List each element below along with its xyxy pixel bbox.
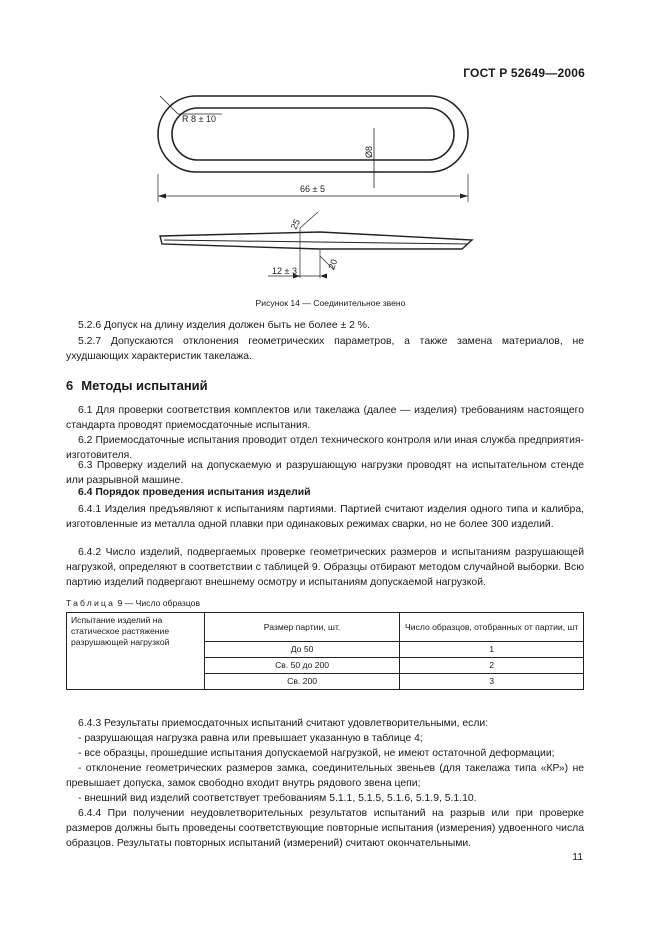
table-cell-batch-size: Св. 50 до 200	[204, 658, 400, 674]
paragraph-5-2-6: 5.2.6 Допуск на длину изделия должен быть не более ± 2 %.	[78, 320, 370, 331]
document-header: ГОСТ Р 52649—2006	[463, 66, 585, 80]
length-label: 66 ± 5	[300, 184, 325, 194]
table-header-row	[67, 613, 584, 642]
paragraph-6-2: 6.2 Приемосдаточные испытания проводит отдел технического контроля или иная служба предприятия-изготовителя.	[66, 435, 584, 462]
table-cell-batch-size: До 50	[204, 642, 400, 658]
figure-caption: Рисунок 14 — Соединительное звено	[255, 298, 406, 308]
paragraph-6-3: 6.3 Проверку изделий на допускаемую и разрушающую нагрузки проводят на испытательном стенде или разрывной машине.	[66, 460, 584, 487]
table-9	[66, 612, 584, 690]
result-bullet-4: - внешний вид изделий соответствует требованиям 5.1.1, 5.1.5, 5.1.6, 5.1.9, 5.1.10.	[78, 793, 477, 804]
diameter-label: Ø8	[364, 145, 374, 158]
table-9-caption	[66, 598, 200, 608]
offset-label: 12 ± 3	[272, 266, 297, 276]
subsection-6-4-heading: 6.4 Порядок проведения испытания изделий	[78, 487, 311, 498]
paragraph-6-1: 6.1 Для проверки соответствия комплектов или такелажа (далее — изделия) требованиям настоящего стандарта проводят приемосдаточные испытания.	[66, 405, 584, 432]
section-number: 6	[66, 378, 74, 393]
table-cell-sample-count: 2	[400, 658, 584, 674]
table-caption-word: Таблица	[66, 598, 116, 608]
angle-top-label: 25	[288, 217, 303, 231]
page-number: 11	[572, 852, 583, 863]
paragraph-6-4-1: 6.4.1 Изделия предъявляют к испытаниям партиями. Партией считают изделия одного типа и калибра, изготовленные из металла одной плавки при одинаковых режимах сварки, но не более 300 изделий.	[66, 504, 584, 531]
result-bullet-2: - все образцы, прошедшие испытания допускаемой нагрузкой, не имеют остаточной деформации;	[78, 748, 555, 759]
table-header-sample-count: Число образцов, отобранных от партии, шт	[400, 613, 584, 642]
paragraph-6-4-2: 6.4.2 Число изделий, подвергаемых проверке геометрических размеров и испытаниям разрушающей нагрузкой, определяют в соответствии с таблицей 9. Образцы отбирают методом случайной выборки. Всю партию изделий подвергают внешнему осмотру и испытаниям допускаемой нагрузкой.	[66, 547, 584, 589]
paragraph-5-2-7: 5.2.7 Допускаются отклонения геометрических параметров, а также замена материалов, не ухудшающих характеристик такелажа.	[66, 336, 584, 363]
angle-bottom-label: 20	[326, 257, 340, 271]
table-caption-title: 9 — Число образцов	[115, 598, 201, 608]
table-cell-test-type: Испытание изделий на статическое растяжение разрушающей нагрузкой	[67, 613, 205, 690]
paragraph-6-4-4: 6.4.4 При получении неудовлетворительных результатов испытаний на разрыв или при проверке размеров должны быть проведены соответствующие повторные испытания (измерения) удвоенного числа образцов. Результаты повторных испытаний (измерений) считают окончательными.	[66, 808, 584, 850]
section-title: Методы испытаний	[81, 378, 208, 393]
radius-label: R 8 ± 10	[182, 114, 216, 124]
table-cell-sample-count: 3	[400, 674, 584, 690]
paragraph-6-4-3: 6.4.3 Результаты приемосдаточных испытаний считают удовлетворительными, если:	[78, 718, 489, 729]
table-cell-sample-count: 1	[400, 642, 584, 658]
result-bullet-1: - разрушающая нагрузка равна или превышает указанную в таблице 4;	[78, 733, 423, 744]
figure-14-drawing	[150, 88, 490, 288]
result-bullet-3: - отклонение геометрических размеров замка, соединительных звеньев (для такелажа типа «КР») не превышает допуска, замок свободно входит внутрь рядового звена цепи;	[66, 763, 584, 790]
table-header-batch-size: Размер партии, шт.	[204, 613, 400, 642]
table-cell-batch-size: Св. 200	[204, 674, 400, 690]
section-6-heading	[66, 378, 208, 393]
